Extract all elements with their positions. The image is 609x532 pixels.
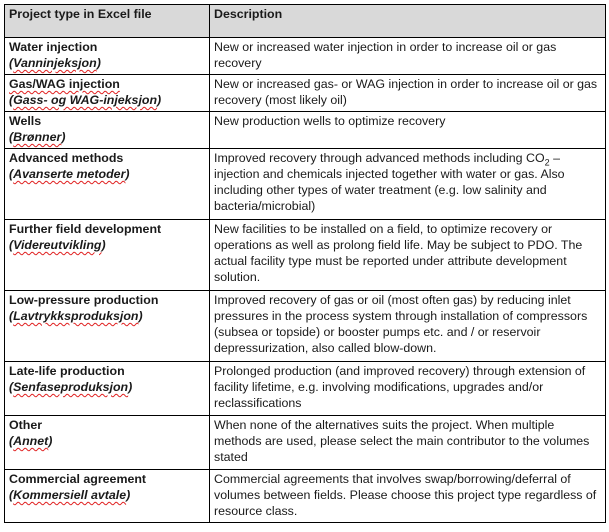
- header-row: [5, 5, 606, 38]
- project-type-english: Commercial agreement: [9, 472, 147, 486]
- project-type-english: Low-pressure production: [9, 293, 159, 307]
- description-cell: When none of the alternatives suits the project. When multiple methods are used, please select the main contributor to the volumes stated: [210, 416, 606, 470]
- project-type-norwegian: Lavtrykksproduksjon: [13, 309, 139, 323]
- description-cell: New or increased water injection in order to increase oil or gas recovery: [210, 38, 606, 75]
- project-type-cell: Other (Annet): [5, 416, 210, 470]
- header-project-type: Project type in Excel file: [5, 5, 210, 38]
- table-row: [5, 362, 606, 416]
- description-cell: Prolonged production (and improved recovery) through extension of facility lifetime, e.g. involving modifications, upgrades and/or reclassifications: [210, 362, 606, 416]
- project-type-cell: Late-life production (Senfaseproduksjon): [5, 362, 210, 416]
- project-type-english: Further field development: [9, 222, 162, 236]
- project-type-norwegian: Brønner: [13, 130, 62, 144]
- project-type-english: Water injection: [9, 40, 98, 54]
- description-cell: New production wells to optimize recovery: [210, 112, 606, 149]
- table-row: [5, 291, 606, 362]
- header-description: Description: [210, 5, 606, 38]
- project-type-cell: Advanced methods (Avanserte metoder): [5, 149, 210, 220]
- project-type-english: Gas/WAG injection: [9, 77, 120, 91]
- project-type-cell: Low-pressure production (Lavtrykksproduksjon): [5, 291, 210, 362]
- project-type-english: Advanced methods: [9, 151, 124, 165]
- project-type-norwegian: Annet: [13, 434, 49, 448]
- project-type-cell: Water injection (Vanninjeksjon): [5, 38, 210, 75]
- table-row: [5, 416, 606, 470]
- table-row: [5, 149, 606, 220]
- project-type-english: Late-life production: [9, 364, 125, 378]
- description-cell: Commercial agreements that involves swap/borrowing/deferral of volumes between fields. Please choose this project type regardless of resource class.: [210, 470, 606, 523]
- project-type-table: [4, 4, 606, 523]
- project-type-norwegian: Senfaseproduksjon: [13, 380, 129, 394]
- project-type-cell: Commercial agreement (Kommersiell avtale): [5, 470, 210, 523]
- table-row: [5, 112, 606, 149]
- project-type-norwegian: Videreutvikling: [13, 238, 102, 252]
- project-type-english: Wells: [9, 114, 42, 128]
- project-type-cell: Gas/WAG injection (Gass- og WAG-injeksjon): [5, 75, 210, 112]
- project-type-norwegian: Vanninjeksjon: [13, 56, 97, 70]
- table-row: [5, 75, 606, 112]
- table-row: [5, 38, 606, 75]
- table-row: [5, 220, 606, 291]
- description-cell: Improved recovery of gas or oil (most often gas) by reducing inlet pressures in the process system through installation of compressors (subsea or topside) or booster pumps etc. and / or reservoir depressurization, also called blow-down.: [210, 291, 606, 362]
- project-type-cell: Wells (Brønner): [5, 112, 210, 149]
- description-cell: New or increased gas- or WAG injection in order to increase oil or gas recovery (most likely oil): [210, 75, 606, 112]
- description-cell: New facilities to be installed on a field, to optimize recovery or operations as well as prolong field life. May be subject to PDO. The actual facility type must be reported under attribute development solution.: [210, 220, 606, 291]
- project-type-norwegian: Gass- og WAG-injeksjon: [13, 93, 158, 107]
- project-type-norwegian: Kommersiell avtale: [13, 488, 127, 502]
- project-type-english: Other: [9, 418, 43, 432]
- project-type-cell: Further field development (Videreutvikling): [5, 220, 210, 291]
- table-row: [5, 470, 606, 523]
- project-type-norwegian: Avanserte metoder: [13, 167, 126, 181]
- description-cell: Improved recovery through advanced methods including $CO_2$ – injection and chemicals injected together with water or gas. Also including other types of water treatment (e.g. low salinity and bacteria/microbial): [210, 149, 606, 220]
